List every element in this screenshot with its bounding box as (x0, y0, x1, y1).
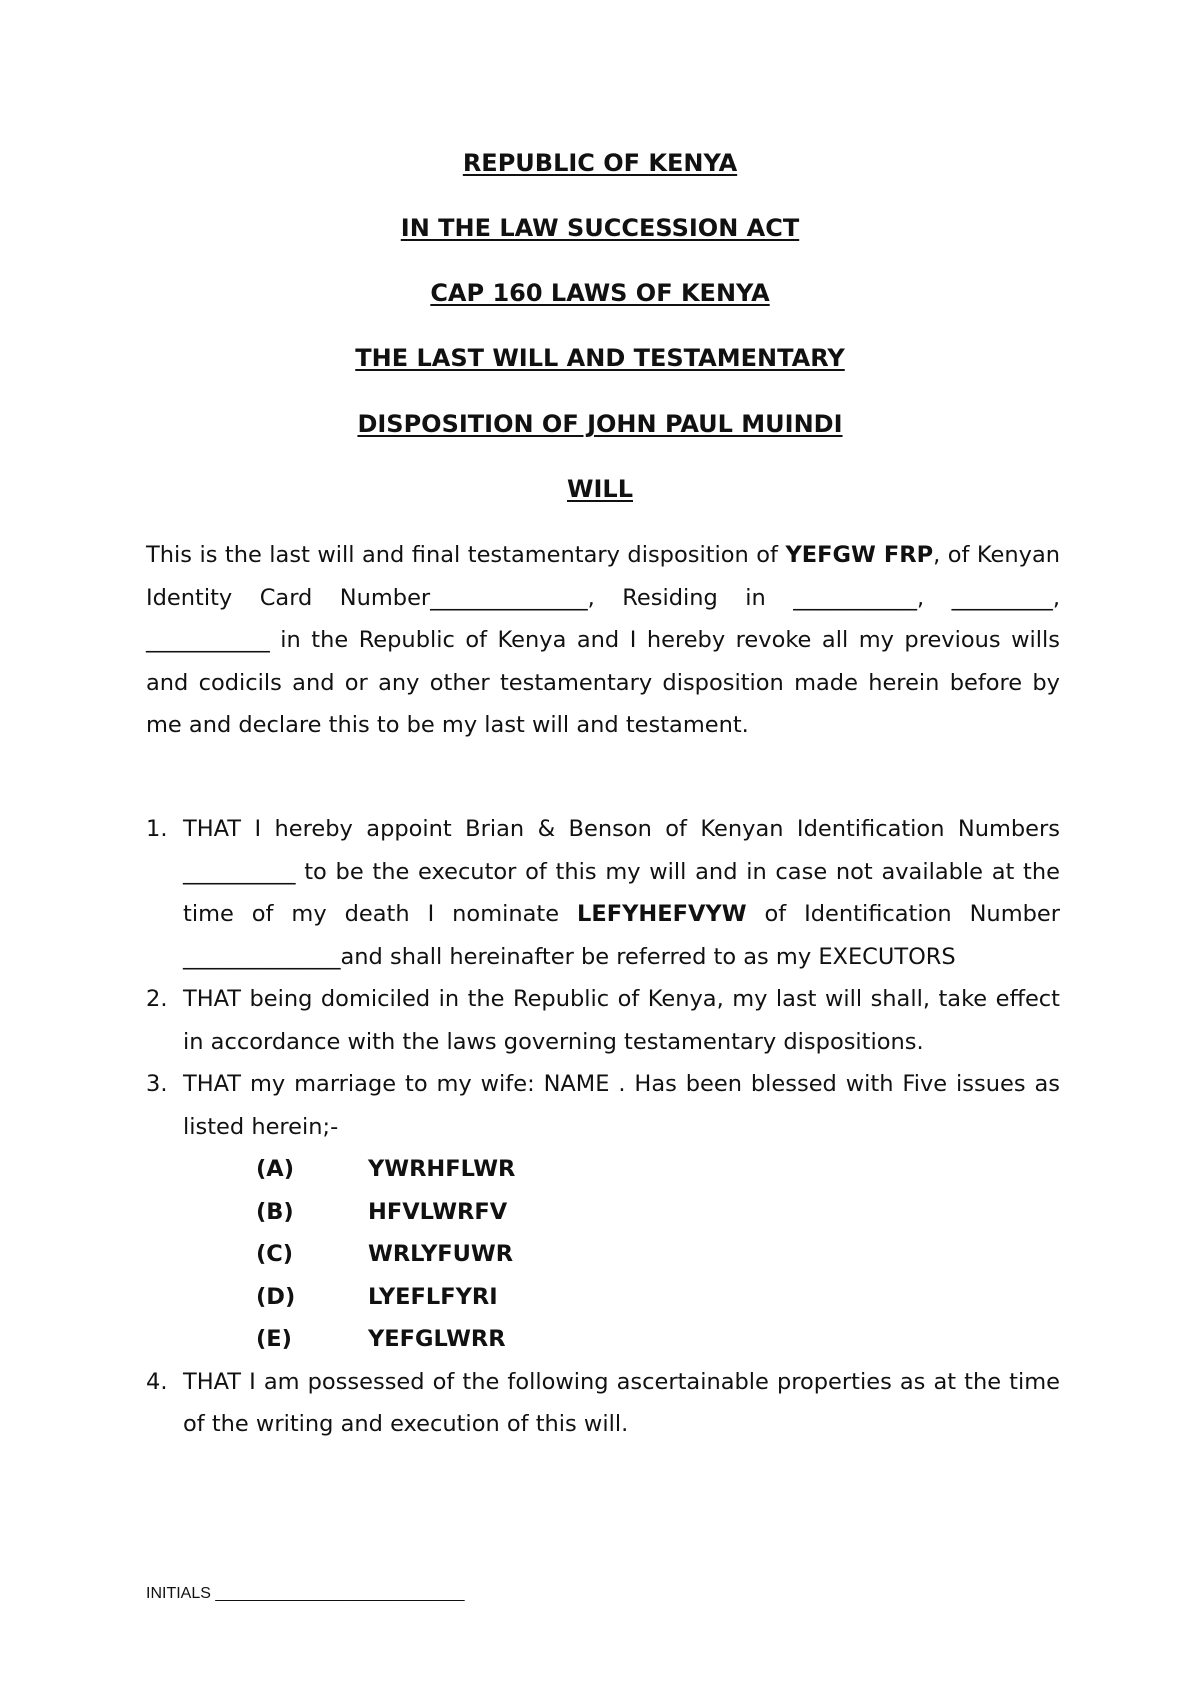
clause-1 (146, 808, 1060, 978)
nominee-name: LEFYHEFVYW (577, 901, 747, 927)
heading-republic: REPUBLIC OF KENYA (462, 149, 738, 177)
clause-number: 2. (146, 986, 168, 1012)
testator-name: YEFGW FRP (785, 542, 934, 568)
issue-label: (B) (256, 1198, 294, 1225)
issue-name: HFVLWRFV (368, 1198, 508, 1225)
clause-number: 4. (146, 1368, 168, 1395)
clause-2 (146, 978, 1060, 1063)
issue-name: LYEFLFYRI (368, 1283, 498, 1310)
issue-row (146, 1318, 1060, 1361)
clause-number: 1. (146, 816, 168, 842)
issue-name: WRLYFUWR (368, 1241, 514, 1267)
clause-text: THAT I am possessed of the following ascertainable properties as at the time of the writing and execution of this will. (183, 1368, 1060, 1437)
issue-name: YWRHFLWR (368, 1156, 516, 1182)
clause-text: THAT being domiciled in the Republic of Kenya, my last will shall, take effect in accordance with the laws governing testamentary dispositions. (183, 986, 1060, 1055)
clause-4 (146, 1361, 1060, 1446)
heading-last-will: THE LAST WILL AND TESTAMENTARY (355, 344, 845, 372)
issue-row (146, 1276, 1060, 1319)
clause-number: 3. (146, 1071, 168, 1097)
issue-label: (C) (256, 1241, 294, 1267)
issue-row (146, 1233, 1060, 1276)
intro-paragraph (146, 534, 1060, 747)
intro-text-start: This is the last will and final testamentary disposition of (146, 542, 786, 568)
issue-label: (E) (256, 1326, 292, 1352)
clause-list (146, 808, 1060, 1446)
clause-text: THAT I hereby appoint Brian & Benson of Kenyan Identification Numbers __________ to be the executor of this my will and in case not available at the time of my death I nominate (183, 816, 1060, 927)
heading-disposition: DISPOSITION OF JOHN PAUL MUINDI (357, 410, 843, 438)
heading-act: IN THE LAW SUCCESSION ACT (400, 214, 800, 242)
issue-label: (A) (256, 1156, 294, 1182)
heading-cap: CAP 160 LAWS OF KENYA (430, 279, 770, 307)
issue-label: (D) (256, 1283, 296, 1310)
issue-row (146, 1191, 1060, 1234)
initials-line: INITIALS ____________________________ (146, 1585, 465, 1602)
intro-text-rest: , of Kenyan Identity Card Number______________, Residing in ___________, _________, ___________ in the Republic of Kenya and I hereby revoke all my previous wills and codicils and or any other testamentary disposition made herein before by me and declare this to be my last will and testament. (146, 542, 1061, 738)
issues-list (146, 1148, 1060, 1361)
clause-text: THAT my marriage to my wife: NAME . Has been blessed with Five issues as listed herein;- (183, 1071, 1060, 1140)
clause-text-rest: of Identification Number ______________and shall hereinafter be referred to as my EXECUTORS (183, 901, 1060, 970)
issue-name: YEFGLWRR (368, 1326, 506, 1352)
clause-3 (146, 1063, 1060, 1148)
heading-will: WILL (567, 475, 633, 503)
issue-row (146, 1148, 1060, 1191)
